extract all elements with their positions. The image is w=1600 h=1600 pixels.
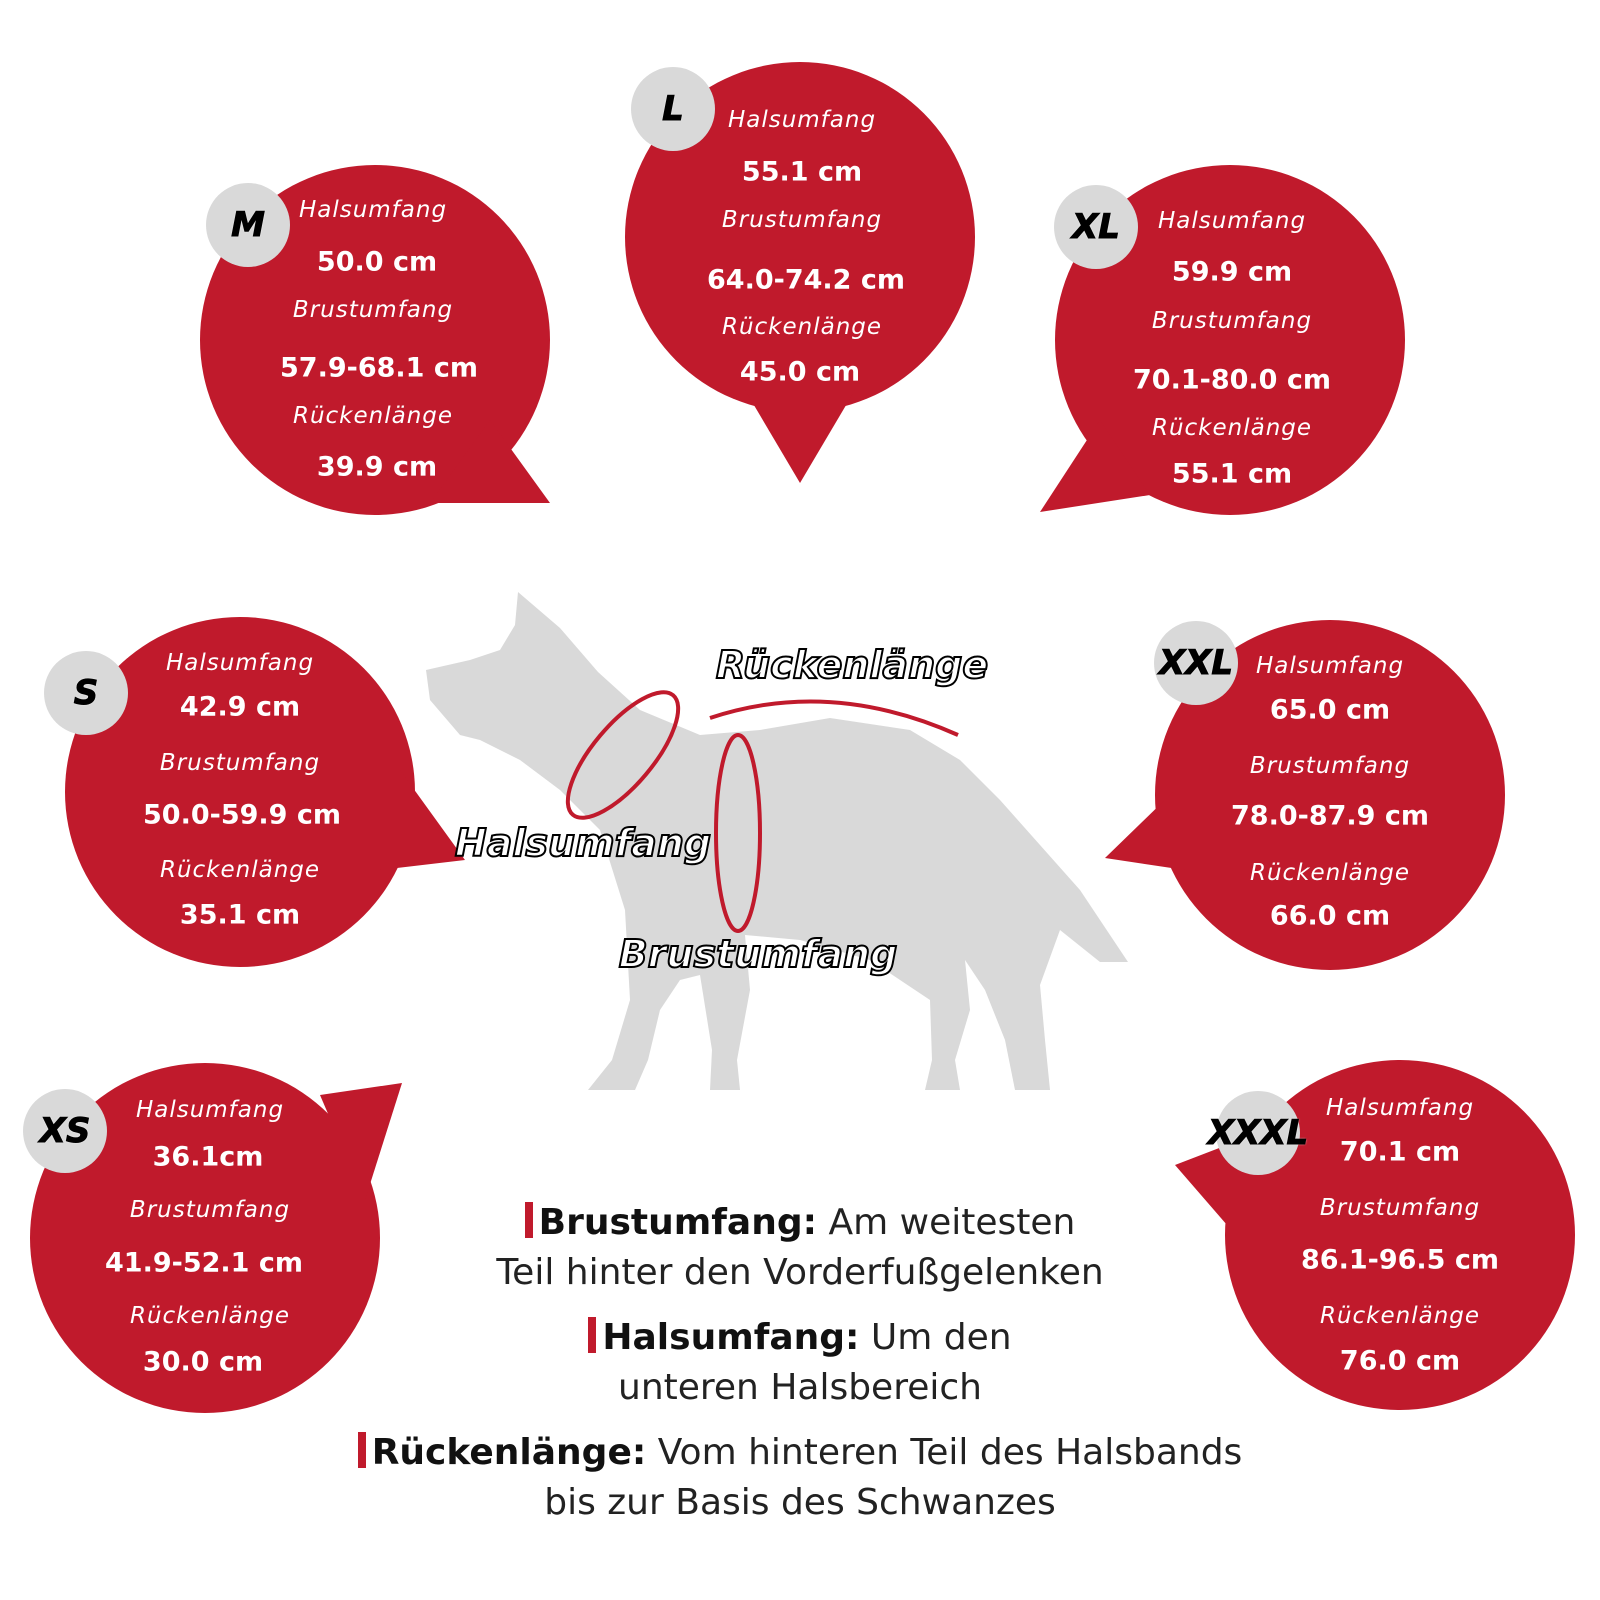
xl-back-label: Rückenlänge <box>1151 415 1313 441</box>
size-tag-m: M <box>206 183 290 267</box>
m-back-value: 39.9 cm <box>316 451 438 483</box>
xxxl-chest-value: 86.1-96.5 cm <box>1301 1244 1499 1276</box>
xs-chest-label: Brustumfang <box>129 1197 291 1223</box>
diagram-neck-label: Halsumfang <box>454 821 712 865</box>
size-tag-xs: XS <box>23 1089 107 1173</box>
size-tag-s: S <box>44 651 128 735</box>
l-back-value: 45.0 cm <box>739 356 861 388</box>
s-back-value: 35.1 cm <box>179 899 301 931</box>
xl-neck-label: Halsumfang <box>1157 208 1307 234</box>
neck-text-1: Um den <box>870 1317 1012 1358</box>
size-tag-xxxl: XXXL <box>1216 1091 1300 1175</box>
l-chest-label: Brustumfang <box>721 207 883 233</box>
s-neck-value: 42.9 cm <box>179 691 301 723</box>
xl-back-value: 55.1 cm <box>1171 458 1293 490</box>
diagram-back-label: Rückenlänge <box>715 643 989 687</box>
chest-description-line-1 <box>0 1198 1600 1248</box>
m-neck-label: Halsumfang <box>298 197 448 223</box>
xs-back-value: 30.0 cm <box>142 1346 264 1378</box>
l-neck-label: Halsumfang <box>727 107 877 133</box>
xs-neck-label: Halsumfang <box>135 1097 285 1123</box>
red-bar <box>358 1432 366 1468</box>
back-description-line-2: bis zur Basis des Schwanzes <box>544 1482 1056 1523</box>
neck-description <box>0 1313 1600 1413</box>
back-text-1: Vom hinteren Teil des Halsbands <box>657 1432 1243 1473</box>
chest-term: Brustumfang: <box>538 1202 818 1243</box>
red-bar <box>588 1317 596 1353</box>
red-bar <box>525 1202 533 1238</box>
xxl-back-label: Rückenlänge <box>1249 860 1411 886</box>
xxl-chest-value: 78.0-87.9 cm <box>1231 800 1429 832</box>
l-chest-value: 64.0-74.2 cm <box>707 264 905 296</box>
diagram-chest-label: Brustumfang <box>618 932 898 976</box>
chest-text-1: Am weitesten <box>828 1202 1076 1243</box>
xxxl-neck-value: 70.1 cm <box>1339 1136 1461 1168</box>
chest-description-line-2: Teil hinter den Vorderfußgelenken <box>496 1252 1104 1293</box>
m-back-label: Rückenlänge <box>292 403 454 429</box>
back-term: Rückenlänge: <box>371 1432 647 1473</box>
s-back-label: Rückenlänge <box>159 857 321 883</box>
neck-description-line-1 <box>0 1313 1600 1363</box>
l-back-label: Rückenlänge <box>721 314 883 340</box>
xxl-neck-label: Halsumfang <box>1255 653 1405 679</box>
xxxl-neck-label: Halsumfang <box>1325 1095 1475 1121</box>
xs-chest-value: 41.9-52.1 cm <box>105 1247 303 1279</box>
s-chest-value: 50.0-59.9 cm <box>143 799 341 831</box>
xxl-neck-value: 65.0 cm <box>1269 694 1391 726</box>
neck-description-line-2: unteren Halsbereich <box>618 1367 982 1408</box>
size-tag-xl: XL <box>1054 185 1138 269</box>
size-tag-xxl: XXL <box>1154 621 1238 705</box>
xxxl-back-value: 76.0 cm <box>1339 1345 1461 1377</box>
neck-term: Halsumfang: <box>602 1317 860 1358</box>
m-chest-label: Brustumfang <box>292 297 454 323</box>
xl-chest-value: 70.1-80.0 cm <box>1133 364 1331 396</box>
back-description-line-1 <box>0 1428 1600 1478</box>
xl-chest-label: Brustumfang <box>1151 308 1313 334</box>
xxxl-chest-label: Brustumfang <box>1319 1195 1481 1221</box>
s-chest-label: Brustumfang <box>159 750 321 776</box>
xl-neck-value: 59.9 cm <box>1171 256 1293 288</box>
chest-description <box>0 1198 1600 1298</box>
xs-back-label: Rückenlänge <box>129 1303 291 1329</box>
xxxl-back-label: Rückenlänge <box>1319 1303 1481 1329</box>
l-neck-value: 55.1 cm <box>741 156 863 188</box>
m-neck-value: 50.0 cm <box>316 246 438 278</box>
m-chest-value: 57.9-68.1 cm <box>280 352 478 384</box>
s-neck-label: Halsumfang <box>165 650 315 676</box>
xxl-back-value: 66.0 cm <box>1269 900 1391 932</box>
xs-neck-value: 36.1cm <box>152 1141 264 1173</box>
size-tag-l: L <box>631 67 715 151</box>
xxl-chest-label: Brustumfang <box>1249 753 1411 779</box>
back-description <box>0 1428 1600 1528</box>
